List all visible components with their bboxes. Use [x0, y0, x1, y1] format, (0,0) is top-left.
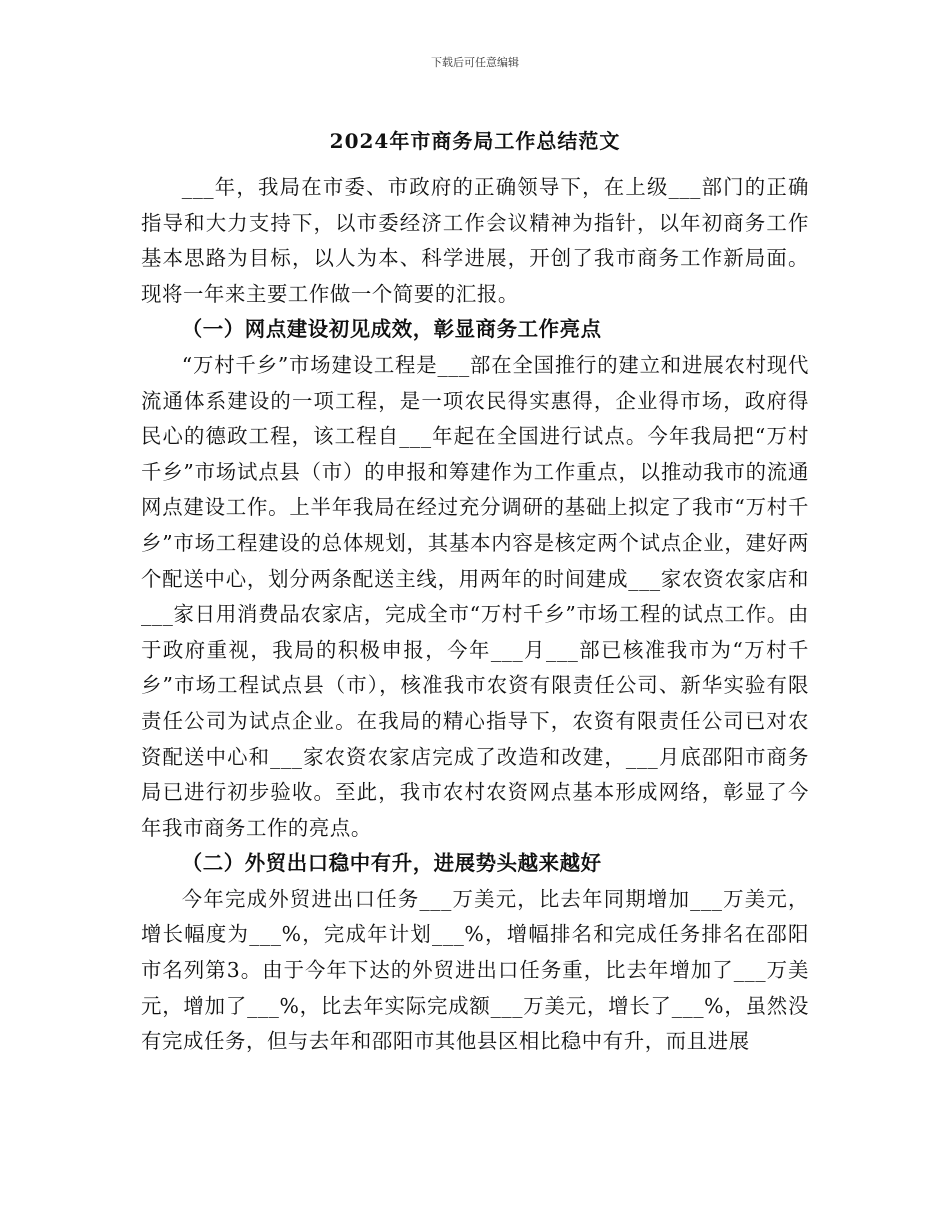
intro-paragraph: ___年，我局在市委、市政府的正确领导下，在上级___部门的正确指导和大力支持下，以市委经济工作会议精神为指针，以年初商务工作基本思路为目标，以人为本、科学进展，开创了我市商务工作新局面。现将一年来主要工作做一个简要的汇报。 — [141, 175, 809, 306]
section-heading-1: （一）网点建设初见成效，彰显商务工作亮点 — [181, 317, 602, 342]
section-2-paragraph: 今年完成外贸进出口任务___万美元，比去年同期增加___万美元，增长幅度为___%，完成年计划___%，增幅排名和完成任务排名在邵阳市名列第3。由于今年下达的外贸进出口任务重，比去年增加了___万美元，增加了___%，比去年实际完成额___万美元，增长了___%，虽然没有完成任务，但与去年和邵阳市其他县区相比稳中有升，而且进展 — [141, 886, 809, 1054]
document-body — [141, 170, 809, 1060]
section-1-paragraph: “万村千乡”市场建设工程是___部在全国推行的建立和进展农村现代流通体系建设的一项工程，是一项农民得实惠得，企业得市场，政府得民心的德政工程，该工程自___年起在全国进行试点。今年我局把“万村千乡”市场试点县（市）的申报和筹建作为工作重点，以推动我市的流通网点建设工作。上半年我局在经过充分调研的基础上拟定了我市“万村千乡”市场工程建设的总体规划，其基本内容是核定两个试点企业，建好两个配送中心，划分两条配送主线，用两年的时间建成___家农资农家店和___家日用消费品农家店，完成全市“万村千乡”市场工程的试点工作。由于政府重视，我局的积极申报，今年___月___部已核准我市为“万村千乡”市场工程试点县（市），核准我市农资有限责任公司、新华实验有限责任公司为试点企业。在我局的精心指导下，农资有限责任公司已对农资配送中心和___家农资农家店完成了改造和改建，___月底邵阳市商务局已进行初步验收。至此，我市农村农资网点基本形成网络，彰显了今年我市商务工作的亮点。 — [141, 352, 809, 840]
section-heading-2: （二）外贸出口稳中有升，进展势头越来越好 — [181, 851, 602, 876]
document-title: 2024年市商务局工作总结范文 — [329, 129, 621, 153]
page-header-note: 下载后可任意编辑 — [431, 56, 519, 69]
